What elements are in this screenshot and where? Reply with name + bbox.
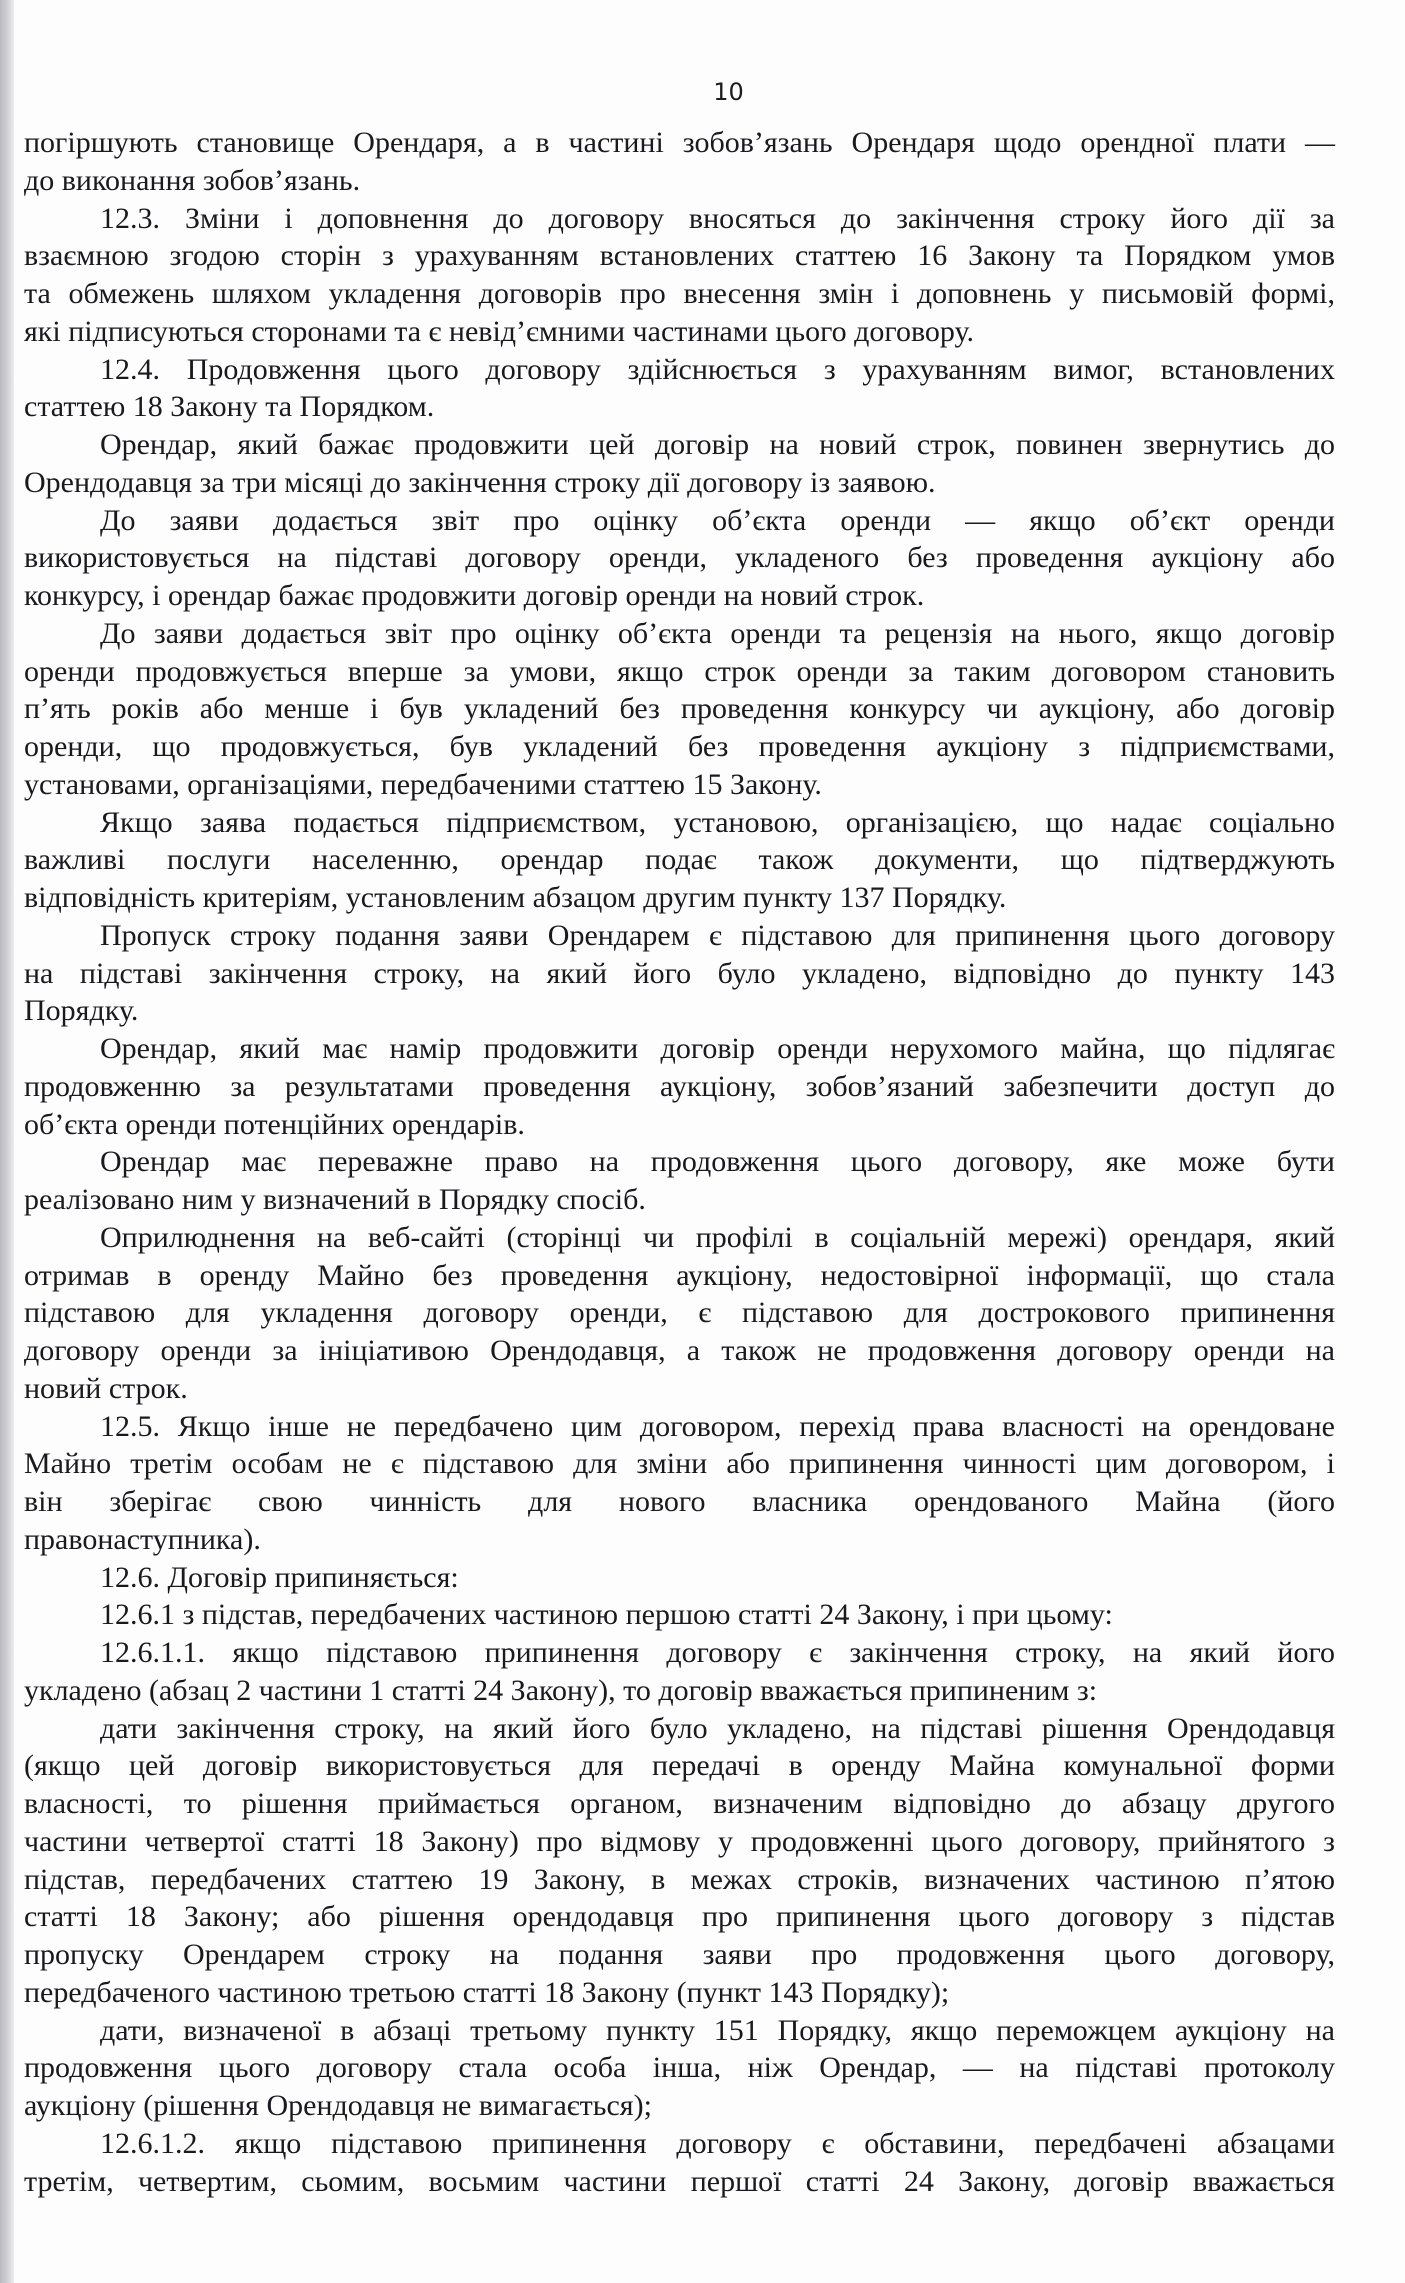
text-line: договору оренди за ініціативою Орендодавця, а також не продовження договору оренди на: [24, 1334, 1335, 1367]
paragraph: [24, 1596, 1335, 1634]
text-line: продовженню за результатами проведення аукціону, зобов’язаний забезпечити доступ до: [24, 1069, 1335, 1103]
text-line: 12.6.1.1. якщо підставою припинення договору є закінчення строку, на який його: [100, 1636, 1335, 1669]
text-line: статтею 18 Закону та Порядком.: [24, 390, 435, 424]
text-line: 12.5. Якщо інше не передбачено цим договором, перехід права власності на орендоване: [100, 1409, 1335, 1443]
paragraph: [24, 200, 1335, 351]
text-line: 12.6. Договір припиняється:: [100, 1560, 459, 1594]
text-line: Орендар, який бажає продовжити цей договір на новий строк, повинен звернутись до: [100, 428, 1335, 461]
text-line: Орендар має переважне право на продовження цього договору, яке може бути: [100, 1145, 1335, 1179]
text-line: підстав, передбачених статтею 19 Закону, в межах строків, визначених частиною п’ятою: [24, 1862, 1335, 1896]
scan-edge-shadow: [0, 0, 14, 2283]
text-line: взаємною згодою сторін з урахуванням встановлених статтею 16 Закону та Порядком умов: [24, 239, 1335, 273]
paragraph: [24, 1710, 1335, 2012]
paragraph: [24, 1030, 1335, 1143]
text-line: Майно третім особам не є підставою для зміни або припинення чинності цим договором, і: [24, 1447, 1335, 1481]
text-line: пропуску Орендарем строку на подання заяви про продовження цього договору,: [24, 1938, 1335, 1971]
text-line: статті 18 Закону; або рішення орендодавця про припинення цього договору з підстав: [24, 1900, 1335, 1934]
text-line: 12.4. Продовження цього договору здійснюється з урахуванням вимог, встановлених: [100, 352, 1335, 386]
text-line: 12.6.1.2. якщо підставою припинення договору є обставини, передбачені абзацами: [100, 2126, 1335, 2160]
text-line: відповідність критеріям, установленим абзацом другим пункту 137 Порядку.: [24, 881, 1007, 914]
text-line: аукціону (рішення Орендодавця не вимагається);: [24, 2089, 652, 2122]
paragraph: [24, 1559, 1335, 1597]
text-line: реалізовано ним у визначений в Порядку спосіб.: [24, 1183, 646, 1216]
text-line: отримав в оренду Майно без проведення аукціону, недостовірної інформації, що стала: [24, 1258, 1335, 1292]
paragraph: [24, 804, 1335, 917]
paragraph: [24, 1408, 1335, 1559]
paragraph: [24, 917, 1335, 1030]
paragraph: [24, 426, 1335, 502]
paragraph: [24, 615, 1335, 804]
paragraph: [24, 502, 1335, 615]
paragraph: [24, 351, 1335, 427]
text-line: Порядку.: [24, 994, 139, 1028]
text-line: До заяви додається звіт про оцінку об’єкта оренди та рецензія на нього, якщо договір: [100, 616, 1335, 650]
text-line: погіршують становище Орендаря, а в частині зобов’язань Орендаря щодо орендної плати —: [24, 126, 1335, 159]
text-line: об’єкта оренди потенційних орендарів.: [24, 1107, 525, 1141]
text-line: установами, організаціями, передбаченими статтею 15 Закону.: [24, 767, 822, 801]
paragraph: [24, 1634, 1335, 1710]
text-line: продовження цього договору стала особа інша, ніж Орендар, — на підставі протоколу: [24, 2051, 1335, 2085]
text-line: 12.3. Зміни і доповнення до договору вносяться до закінчення строку його дії за: [100, 201, 1335, 235]
paragraph: [24, 2125, 1335, 2201]
text-line: третім, четвертим, сьомим, восьмим частини першої статті 24 Закону, договір вважається: [24, 2164, 1335, 2198]
text-line: Орендар, який має намір продовжити договір оренди нерухомого майна, що підлягає: [100, 1032, 1335, 1065]
page-number: 10: [713, 78, 744, 106]
text-line: дати закінчення строку, на який його було укладено, на підставі рішення Орендодавця: [100, 1711, 1335, 1745]
text-line: Якщо заява подається підприємством, установою, організацією, що надає соціально: [100, 805, 1335, 839]
text-line: використовується на підставі договору оренди, укладеного без проведення аукціону або: [24, 541, 1335, 575]
paragraph: [24, 2012, 1335, 2125]
text-line: які підписуються сторонами та є невід’ємними частинами цього договору.: [24, 314, 975, 348]
text-line: оренди, що продовжується, був укладений без проведення аукціону з підприємствами,: [24, 730, 1335, 763]
text-line: конкурсу, і орендар бажає продовжити договір оренди на новий строк.: [24, 579, 925, 612]
text-line: (якщо цей договір використовується для передачі в оренду Майна комунальної форми: [24, 1749, 1335, 1783]
text-line: Орендодавця за три місяці до закінчення строку дії договору із заявою.: [24, 465, 936, 499]
text-line: до виконання зобов’язань.: [24, 163, 361, 197]
paragraph: [24, 124, 1335, 200]
text-line: важливі послуги населенню, орендар подає також документи, що підтверджують: [24, 843, 1335, 877]
text-line: Оприлюднення на веб-сайті (сторінці чи профілі в соціальній мережі) орендаря, який: [100, 1220, 1335, 1254]
text-line: 12.6.1 з підстав, передбачених частиною першою статті 24 Закону, і при цьому:: [100, 1598, 1113, 1632]
text-line: оренди продовжується вперше за умови, якщо строк оренди за таким договором становить: [24, 654, 1335, 688]
paragraph: [24, 1219, 1335, 1408]
text-line: Пропуск строку подання заяви Орендарем є підставою для припинення цього договору: [100, 918, 1335, 952]
text-line: передбаченого частиною третьою статті 18 Закону (пункт 143 Порядку);: [24, 1975, 950, 2009]
text-line: п’ять років або менше і був укладений без проведення конкурсу чи аукціону, або договір: [24, 692, 1335, 726]
text-line: на підставі закінчення строку, на який його було укладено, відповідно до пункту 143: [24, 956, 1335, 990]
text-line: дати, визначеної в абзаці третьому пункту 151 Порядку, якщо переможцем аукціону на: [100, 2013, 1335, 2047]
text-line: підставою для укладення договору оренди, є підставою для дострокового припинення: [24, 1296, 1335, 1330]
text-line: новий строк.: [24, 1371, 188, 1405]
text-line: частини четвертої статті 18 Закону) про відмову у продовженні цього договору, прийнятого з: [24, 1824, 1335, 1858]
document-body: [24, 124, 1335, 2200]
text-line: укладено (абзац 2 частини 1 статті 24 Закону), то договір вважається припиненим з:: [24, 1673, 1098, 1707]
text-line: та обмежень шляхом укладення договорів про внесення змін і доповнень у письмовій формі,: [24, 277, 1335, 310]
paragraph: [24, 1143, 1335, 1219]
text-line: власності, то рішення приймається органом, визначеним відповідно до абзацу другого: [24, 1787, 1335, 1820]
text-line: правонаступника).: [24, 1522, 261, 1556]
text-line: він зберігає свою чинність для нового власника орендованого Майна (його: [24, 1485, 1335, 1518]
text-line: До заяви додається звіт про оцінку об’єкта оренди — якщо об’єкт оренди: [100, 503, 1335, 537]
